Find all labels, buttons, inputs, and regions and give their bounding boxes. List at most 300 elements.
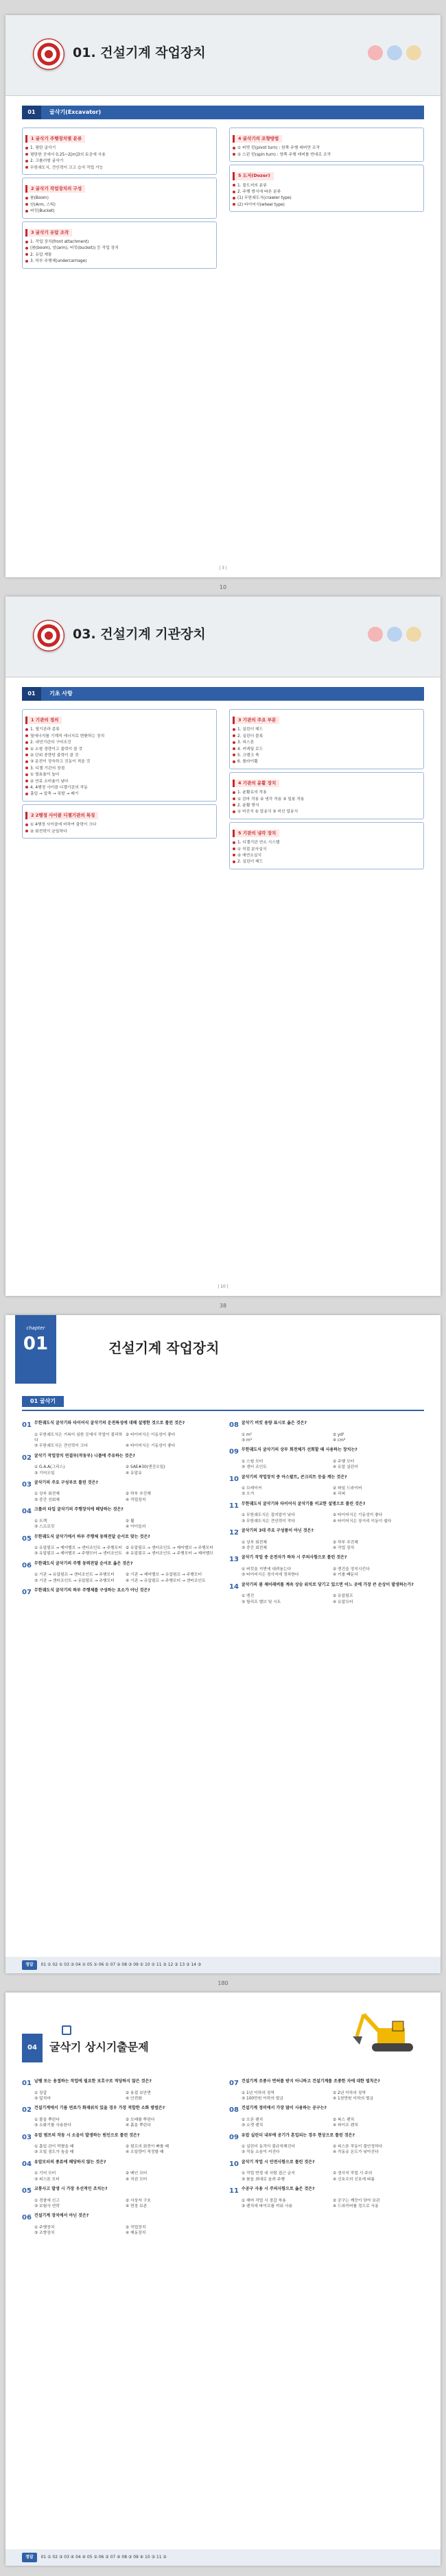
spine-number: 180: [218, 1980, 228, 1986]
question-number: 08: [229, 2106, 239, 2115]
bullet-icon: [25, 773, 28, 776]
question-number: 05: [22, 1534, 32, 1543]
option: ④ 리퍼: [333, 1492, 346, 1497]
block-tag: 5 도저(Dozer): [233, 172, 274, 180]
option: ③ 오거: [242, 1492, 255, 1497]
option: ② 휠: [126, 1519, 134, 1524]
block-line: [25, 822, 213, 828]
block-line: [25, 791, 213, 797]
block-line: [233, 145, 421, 151]
block-line: [25, 252, 213, 258]
option: ① 오픈 렌치: [242, 2117, 263, 2122]
option: ④ 작업장치: [126, 1497, 146, 1502]
option: ② 베인 모터: [126, 2171, 148, 2176]
bullet-icon: [233, 734, 235, 737]
block-text: 암(Arm, 스틱): [30, 202, 56, 207]
block-text: 1. 평탄 굴삭기: [30, 146, 56, 151]
option: ① 흡입 관이 막혔을 때: [34, 2145, 74, 2150]
option: ④ 타이어식은 기동성이 좋다: [126, 1444, 176, 1449]
option-list: [242, 2198, 424, 2210]
option: ③ 기어오일: [34, 1471, 55, 1476]
question-number: 09: [229, 2133, 239, 2141]
option: ④ 1천만원 이하의 벌금: [333, 2096, 374, 2101]
bullet-icon: [25, 754, 28, 756]
block-line: [25, 208, 213, 214]
block-line: [233, 809, 421, 815]
option: ③ 오일 점도가 높을 때: [34, 2150, 74, 2155]
bullet-icon: [233, 760, 235, 763]
option: ③ 보험사 연락: [34, 2204, 60, 2209]
block-line: [25, 145, 213, 151]
option-list: [34, 1432, 217, 1449]
question-text: 굴삭기의 붐 제어레버를 계속 상승 위치로 당기고 있으면 어느 곳에 가장 큰 손상이 발생하는가?: [241, 1582, 414, 1587]
option: ① 기관 → 유압펌프 → 센터조인트 → 주행모터: [34, 1573, 115, 1578]
block-tag: 1 기관의 정의: [25, 717, 62, 724]
question-text: 굴삭기의 주요 구성부로 틀린 것은?: [34, 1480, 98, 1485]
option: ④ 유압 실린더: [333, 1465, 358, 1470]
bullet-icon: [233, 728, 235, 731]
option: ① 경찰에 신고: [34, 2198, 60, 2203]
option: ③ 센터 조인트: [242, 1465, 267, 1470]
option: ③ 조향장치: [34, 2231, 55, 2236]
bullet-icon: [25, 166, 28, 169]
target-icon: [33, 620, 64, 651]
option: ① 엔진: [242, 1594, 255, 1599]
chapter-title: 굴삭기 상시기출문제: [49, 2041, 149, 2054]
option: ① 스윙 모터: [242, 1459, 263, 1464]
question-text: 무한궤도식 굴삭기의 주행 동력전달 순서로 옳은 것은?: [34, 1561, 133, 1566]
bullet-icon: [25, 830, 28, 832]
option: ① 상부 회전체: [34, 1492, 60, 1497]
option: ④ 기관 → 유압펌프 → 주행모터 → 센터조인트: [126, 1578, 206, 1583]
option: ① 유압펌프 → 제어밸브 → 센터조인트 → 주행모터: [34, 1546, 122, 1551]
block-line: [25, 158, 213, 164]
question-item: [229, 1447, 424, 1470]
content-block: [22, 221, 217, 269]
question-item: [229, 2160, 424, 2182]
bullet-icon: [233, 197, 235, 200]
block-text: 1. 작업 장치(front attachment): [30, 240, 89, 244]
option: ① 브레이커: [242, 1486, 262, 1491]
option: ② 유압펌프: [333, 1594, 353, 1599]
right-question-column: [229, 2075, 424, 2241]
chapter-title: 03. 건설기계 기관장치: [73, 627, 206, 642]
block-text: 2. 내연기관의 구비조건: [30, 741, 71, 745]
option: ④ 유압모터: [333, 1600, 353, 1604]
option: ④ 드라이버를 정으로 사용: [333, 2204, 379, 2209]
option: ④ 흙을 뿌린다: [126, 2123, 151, 2128]
option: ④ 키를 빼둔다: [333, 1573, 358, 1578]
bullet-icon: [233, 847, 235, 850]
question-item: [229, 2133, 424, 2156]
block-text: 3. 하부 주행체(undercarriage): [30, 259, 87, 264]
content-block: [22, 804, 217, 839]
option: ② 작업장치: [126, 2225, 146, 2230]
question-text: 무한궤도식 굴삭기와 타이어식 굴삭기의 운전특성에 대해 설명한 것으로 틀린 것은?: [34, 1421, 185, 1425]
option: ② 2년 이하의 징역: [333, 2091, 366, 2095]
block-line: [233, 753, 421, 758]
question-number: 13: [229, 1556, 239, 1564]
option: ② 사상자 구호: [126, 2198, 151, 2203]
option: ③ 렌치에 파이프를 끼워 사용: [242, 2204, 293, 2209]
block-text: 5. 크랭크 축: [237, 753, 259, 758]
block-line: [25, 245, 213, 251]
option: ② 주행 모터: [333, 1459, 355, 1464]
content-block: [229, 165, 424, 212]
question-item: [22, 2079, 217, 2102]
block-line: [233, 740, 421, 745]
block-text: 2. 유압 계통: [30, 252, 52, 257]
question-number: 04: [22, 2160, 32, 2168]
bullet-icon: [25, 160, 28, 162]
option-list: [34, 2091, 217, 2102]
content-block: [229, 709, 424, 769]
question-text: 유압 펌프의 작동 시 소음이 발생하는 원인으로 틀린 것은?: [34, 2132, 140, 2138]
question-text: 굴삭기 작업 시 안전사항으로 틀린 것은?: [241, 2159, 315, 2165]
question-text: 굴삭기의 3대 주요 구성품이 아닌 것은?: [241, 1528, 314, 1534]
left-question-column: [22, 1417, 217, 1609]
option: ③ 릴리프 밸브 및 시트: [242, 1600, 281, 1604]
option: ① 트랙: [34, 1519, 47, 1524]
bullet-icon: [233, 191, 235, 193]
block-text: 1. 열기관과 종류: [30, 727, 60, 732]
checkbox-icon: [62, 2025, 71, 2035]
option: ③ 피스톤 모터: [34, 2177, 60, 2182]
bullet-icon: [25, 793, 28, 795]
option: ② 피스톤 작동이 불안정하다: [333, 2145, 383, 2150]
option: ① 1년 이하의 징역: [242, 2091, 275, 2095]
block-text: 2. 실린더 헤드: [237, 860, 263, 865]
block-line: [233, 803, 421, 808]
option: ④ 유압펌프 → 센터조인트 → 주행모터 → 제어밸브: [126, 1552, 213, 1556]
block-text: (1) 무한궤도식(crawler type): [237, 196, 292, 201]
bullet-icon: [25, 734, 28, 737]
decor-icons: [368, 627, 421, 642]
question-number: 06: [22, 1561, 32, 1569]
block-text: 1. 불도저의 분류: [237, 183, 267, 188]
question-number: 02: [22, 1454, 32, 1462]
content-block: [22, 178, 217, 219]
block-line: [25, 239, 213, 245]
block-tag: 2 2행정 사이클 디젤기관의 특징: [25, 812, 98, 819]
bullet-icon: [25, 241, 28, 243]
block-text: 1. 윤활유의 작용: [237, 791, 267, 795]
option: ② 하부 추진체: [333, 1540, 358, 1545]
block-text: ③ 운전이 정숙하고 진동이 적을 것: [30, 760, 91, 765]
question-item: [229, 1475, 424, 1497]
bullet-icon: [233, 184, 235, 186]
block-text: 열에너지를 기계적 에너지로 변환하는 장치: [30, 734, 105, 738]
question-item: [229, 1421, 424, 1443]
block-line: [25, 202, 213, 208]
section-header: 01 굴삭기: [22, 1396, 424, 1411]
option-list: [242, 1513, 424, 1524]
question-text: 건설기계 장치에서 아닌 것은?: [34, 2213, 89, 2219]
option: ④ 작동유 온도가 낮아진다: [333, 2150, 379, 2155]
block-text: 무한궤도식, 견인력이 크고 습지 작업 가능: [30, 165, 104, 170]
option-list: [34, 2144, 217, 2156]
option: ③ 작동 소음이 커진다: [242, 2150, 280, 2155]
question-item: [229, 1555, 424, 1578]
chapter-tab: 04: [22, 2034, 43, 2062]
question-number: 11: [229, 2187, 239, 2195]
option: ③ 스프로킷: [34, 1525, 55, 1530]
right-column: [229, 125, 424, 272]
left-column: [22, 706, 217, 872]
question-text: 굴삭기 작업 중 운전자가 하차 시 주의사항으로 틀린 것은?: [241, 1555, 347, 1561]
block-line: [233, 727, 421, 732]
option: ① 상부 회전체: [242, 1540, 267, 1545]
block-tag: 1 굴삭기 주행장치별 분류: [25, 135, 85, 143]
question-number: 06: [22, 2214, 32, 2222]
bullet-icon: [25, 153, 28, 156]
option: ④ 오일량이 적정할 때: [126, 2150, 164, 2155]
option-list: [34, 1491, 217, 1503]
chapter-header: [5, 597, 441, 677]
option: ④ 유압유: [126, 1471, 142, 1476]
bullet-icon: [25, 760, 28, 763]
content-block: [229, 822, 424, 869]
bullet-icon: [233, 797, 235, 800]
block-line: [25, 727, 213, 732]
option-list: [242, 1593, 424, 1605]
block-text: 2. 주행 방식에 따른 분류: [237, 190, 281, 195]
bullet-icon: [233, 741, 235, 744]
block-text: 2. 크롤러형 굴삭기: [30, 159, 64, 164]
question-number: 01: [22, 1421, 32, 1429]
option-list: [34, 1545, 217, 1557]
target-icon: [33, 38, 64, 70]
option: ① 실린더 동작이 불규칙해진다: [242, 2145, 295, 2150]
block-text: 붐(Boom): [30, 196, 49, 201]
option: ③ m³: [242, 1438, 253, 1443]
answer-bar: 정답 01 ① 02 ① 03 ③ 04 ① 05 ① 06 ① 07 ② 08 ③ 09 ① 10 ① 11 ③ 12 ③ 13 ③ 14 ③: [5, 1957, 441, 1973]
option-list: [242, 1540, 424, 1552]
block-text: ① 소형 경량이고 출력이 클 것: [30, 747, 83, 751]
question-item: [229, 2187, 424, 2209]
block-text: 4. 커넥팅 로드: [237, 747, 263, 751]
option: ④ 제동장치: [126, 2231, 146, 2236]
option: ① 장갑: [34, 2091, 47, 2095]
option: ① 버킷을 지면에 내려놓는다: [242, 1567, 292, 1572]
option-list: [34, 1465, 217, 1476]
option: ① G.A.A(그리스): [34, 1465, 65, 1470]
content-block: [22, 128, 217, 175]
right-column: [229, 706, 424, 872]
block-line: [25, 195, 213, 201]
option: ④ 아이들러: [126, 1525, 146, 1530]
option: ② 경사지 작업 시 주의: [333, 2171, 373, 2176]
question-text: 굴삭기 버킷 용량 표시로 옳은 것은?: [241, 1421, 307, 1425]
decor-icons: [368, 45, 421, 60]
option: ④ 안전화: [126, 2096, 142, 2101]
bullet-icon: [25, 780, 28, 782]
chapter-header: [5, 1993, 441, 2075]
question-item: [229, 2079, 424, 2102]
option: ③ 무한궤도식은 견인력이 작다: [242, 1519, 295, 1524]
block-tag: 5 기관의 냉각 장치: [233, 830, 279, 837]
spine-number: 10: [219, 584, 227, 590]
option-list: [34, 2198, 217, 2210]
block-text: 2. 윤활 방식: [237, 803, 259, 808]
block-text: ① 비산식 ② 압송식 ③ 비산 압송식: [237, 810, 298, 815]
question-item: [22, 1507, 217, 1530]
section-bar: 01 굴삭기(Excavator): [22, 106, 424, 119]
question-item: [22, 1421, 217, 1449]
option: ② SAE#30(엔진오일): [126, 1465, 165, 1470]
block-line: [233, 759, 421, 765]
question-item: [22, 1588, 217, 1600]
block-text: ① 감마 작용 ② 냉각 작용 ③ 밀봉 작용: [237, 797, 305, 802]
block-line: [233, 734, 421, 739]
block-line: [25, 747, 213, 752]
option-list: [34, 2225, 217, 2237]
content-block: [229, 128, 424, 162]
block-line: [25, 740, 213, 745]
content-block: [229, 772, 424, 819]
question-number: 02: [22, 2106, 32, 2115]
block-tag: 2 굴삭기 작업장치의 구성: [25, 185, 85, 193]
block-text: ① 4행정 사이클에 비하여 출력이 크다: [30, 823, 97, 828]
bullet-icon: [233, 747, 235, 750]
block-text: 평탄한 곳에서 0.25~2[m]3의 토공에 사용: [30, 152, 106, 157]
bullet-icon: [233, 810, 235, 813]
option: ② 복스 렌치: [333, 2117, 355, 2122]
block-text: ① 직접 분사실식: [237, 847, 267, 852]
bullet-icon: [233, 153, 235, 156]
bullet-icon: [233, 147, 235, 149]
option: ① 해머 작업 시 장갑 착용: [242, 2198, 286, 2203]
question-item: [22, 1534, 217, 1557]
bullet-icon: [25, 767, 28, 769]
block-line: [25, 772, 213, 778]
block-line: [233, 790, 421, 795]
option-list: [242, 1459, 424, 1471]
question-number: 07: [22, 1589, 32, 1597]
page-4: [5, 1993, 441, 2566]
block-text: 1. 디젤기관 연소 시스템: [237, 841, 280, 845]
block-line: [25, 779, 213, 784]
block-text: 6. 플라이휠: [237, 760, 258, 765]
option-list: [34, 2117, 217, 2129]
question-number: 01: [22, 2080, 32, 2087]
question-item: [22, 1561, 217, 1584]
block-line: [25, 165, 213, 171]
excavator-icon: [351, 2002, 427, 2064]
question-number: 07: [229, 2080, 239, 2087]
section-bar: 01 기초 사항: [22, 687, 424, 701]
option: ③ 소화기를 사용한다: [34, 2123, 71, 2128]
block-text: 4. 4행정 사이클 디젤기관의 작동: [30, 785, 88, 790]
page-number: | 3 |: [219, 566, 227, 571]
block-text: (2) 타이어식(wheel type): [237, 202, 285, 207]
block-line: [25, 753, 213, 758]
bullet-icon: [233, 754, 235, 756]
block-text: (붐(boom), 암(arm), 버킷(bucket)) 등 작업 장치: [30, 246, 119, 251]
page-3: [5, 1315, 441, 1973]
content-block: [22, 709, 217, 802]
block-text: ① 열효율이 높다: [30, 773, 60, 778]
option-list: [242, 2117, 424, 2129]
block-line: [25, 829, 213, 834]
option: ③ 중간 선회체: [34, 1497, 60, 1502]
bullet-icon: [25, 247, 28, 250]
question-text: 건설기계 정비에서 가장 많이 사용하는 공구는?: [241, 2106, 327, 2111]
block-text: 3. 디젤 기관의 장점: [30, 766, 65, 771]
option: ④ 직권 모터: [126, 2177, 148, 2182]
block-text: ② 예연소실식: [237, 853, 262, 858]
option: ③ 무한궤도식은 견인력이 크다: [34, 1444, 88, 1449]
option: ③ 유압펌프 → 제어밸브 → 주행모터 → 센터조인트: [34, 1552, 122, 1556]
block-line: [233, 195, 421, 201]
option: ② yd²: [333, 1432, 344, 1437]
block-text: 버킷(Bucket): [30, 209, 55, 214]
question-item: [22, 2106, 217, 2128]
block-line: [25, 152, 213, 158]
bullet-icon: [25, 203, 28, 206]
option-list: [242, 2091, 424, 2102]
right-question-column: [229, 1417, 424, 1609]
question-number: 05: [22, 2187, 32, 2195]
block-text: 흡입 → 압축 → 폭발 → 배기: [30, 792, 79, 797]
block-line: [233, 202, 421, 208]
block-tag: 3 굴삭기 유압 조작: [25, 229, 72, 237]
option: ① 물을 뿌린다: [34, 2117, 60, 2122]
chapter-box: chapter 01: [15, 1315, 56, 1384]
option: ③ 앞치마: [34, 2096, 51, 2101]
option: ① 무한궤도식은 기복이 심한 곳에서 작업이 불리하다: [34, 1432, 123, 1443]
bullet-icon: [233, 804, 235, 806]
question-text: 교통사고 발생 시 가장 우선적인 조치는?: [34, 2187, 108, 2192]
question-text: 무한궤도식 굴삭기의 상부 회전체가 선회할 때 사용하는 장치는?: [241, 1447, 357, 1453]
question-number: 12: [229, 1529, 239, 1537]
question-text: 무한궤도식 굴삭기의 하부 주행체를 구성하는 요소가 아닌 것은?: [34, 1588, 150, 1593]
question-text: 유압모터의 종류에 해당하지 않는 것은?: [34, 2159, 106, 2165]
option-list: [242, 1432, 424, 1444]
option: ③ 기관 → 센터조인트 → 유압펌프 → 주행모터: [34, 1578, 115, 1583]
left-question-column: [22, 2075, 217, 2241]
option: ④ 타이어식은 장거리 이동이 쉽다: [333, 1519, 392, 1524]
bullet-icon: [233, 841, 235, 844]
option: ② 모래를 뿌린다: [126, 2117, 155, 2122]
option: ② 타이어식은 기동성이 좋다: [333, 1513, 383, 1518]
option-list: [242, 1486, 424, 1497]
bullet-icon: [25, 786, 28, 789]
answer-bar: 정답 01 ① 02 ③ 03 ④ 04 ④ 05 ② 06 ③ 07 ④ 08 ③ 09 ④ 10 ③ 11 ②: [5, 2549, 441, 2566]
question-item: [229, 1502, 424, 1524]
block-tag: 4 굴삭기의 조향방법: [233, 135, 282, 143]
option-list: [34, 1572, 217, 1584]
page-2: [5, 597, 441, 1296]
option: ① 무한궤도식은 접지압이 낮다: [242, 1513, 295, 1518]
question-text: 크롤러 타입 굴삭기의 주행장치에 해당하는 것은?: [34, 1507, 124, 1513]
bullet-icon: [25, 147, 28, 149]
block-line: [233, 152, 421, 158]
option: ④ 현장 보존: [126, 2204, 148, 2209]
bullet-icon: [25, 728, 28, 731]
block-line: [25, 258, 213, 264]
chapter-title: 건설기계 작업장치: [108, 1340, 220, 1356]
option: ② 기관 → 제어밸브 → 유압펌프 → 주행모터: [126, 1573, 202, 1578]
option: ② 하부 추진체: [126, 1492, 151, 1497]
option-list: [34, 2171, 217, 2182]
page-number: | 10 |: [218, 1284, 228, 1290]
question-text: 굴삭기 작업장치 연결부(작동부) 니플에 주유하는 것은?: [34, 1453, 135, 1458]
option-list: [242, 2144, 424, 2156]
question-item: [229, 2106, 424, 2128]
block-line: [233, 189, 421, 195]
bullet-icon: [233, 854, 235, 856]
